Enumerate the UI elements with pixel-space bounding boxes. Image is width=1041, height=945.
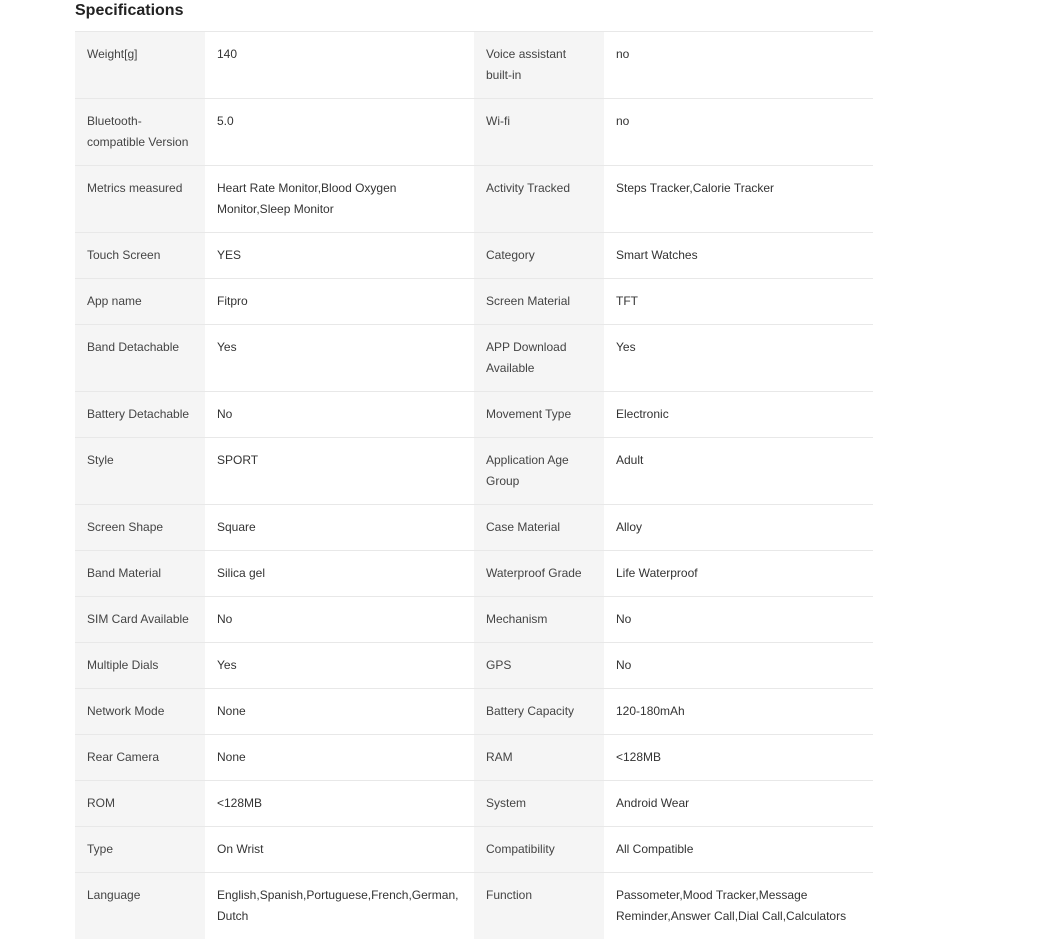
- spec-value: no: [604, 99, 873, 166]
- spec-value: no: [604, 32, 873, 99]
- spec-value: On Wrist: [205, 827, 474, 873]
- spec-value: No: [205, 597, 474, 643]
- spec-value: 5.0: [205, 99, 474, 166]
- spec-value: Electronic: [604, 392, 873, 438]
- spec-label: Screen Material: [474, 279, 604, 325]
- spec-label: App name: [75, 279, 205, 325]
- spec-label: Application Age Group: [474, 438, 604, 505]
- spec-value: No: [604, 643, 873, 689]
- spec-value: Yes: [205, 325, 474, 392]
- spec-label: Category: [474, 233, 604, 279]
- spec-row: [75, 438, 873, 505]
- spec-row: [75, 643, 873, 689]
- spec-row: [75, 597, 873, 643]
- spec-value: English,Spanish,Portuguese,French,German,Dutch: [205, 873, 474, 940]
- specifications-table: [75, 31, 873, 939]
- spec-label: Function: [474, 873, 604, 940]
- spec-label: GPS: [474, 643, 604, 689]
- spec-label: SIM Card Available: [75, 597, 205, 643]
- spec-value: Fitpro: [205, 279, 474, 325]
- spec-value: Silica gel: [205, 551, 474, 597]
- spec-label: ROM: [75, 781, 205, 827]
- spec-value: Heart Rate Monitor,Blood Oxygen Monitor,Sleep Monitor: [205, 166, 474, 233]
- spec-value: None: [205, 735, 474, 781]
- spec-label: Bluetooth-compatible Version: [75, 99, 205, 166]
- spec-label: Wi-fi: [474, 99, 604, 166]
- spec-label: Band Material: [75, 551, 205, 597]
- spec-value: Android Wear: [604, 781, 873, 827]
- spec-value: No: [205, 392, 474, 438]
- spec-label: Movement Type: [474, 392, 604, 438]
- spec-value: Yes: [205, 643, 474, 689]
- spec-row: [75, 392, 873, 438]
- section-title: Specifications: [75, 2, 184, 19]
- spec-value: <128MB: [604, 735, 873, 781]
- spec-label: Multiple Dials: [75, 643, 205, 689]
- spec-label: Rear Camera: [75, 735, 205, 781]
- spec-row: [75, 166, 873, 233]
- spec-label: RAM: [474, 735, 604, 781]
- spec-value: Alloy: [604, 505, 873, 551]
- spec-row: [75, 689, 873, 735]
- spec-value: YES: [205, 233, 474, 279]
- spec-label: Style: [75, 438, 205, 505]
- spec-row: [75, 279, 873, 325]
- spec-label: System: [474, 781, 604, 827]
- spec-value: Square: [205, 505, 474, 551]
- spec-value: No: [604, 597, 873, 643]
- spec-label: Case Material: [474, 505, 604, 551]
- spec-label: Language: [75, 873, 205, 940]
- spec-row: [75, 32, 873, 99]
- spec-value: All Compatible: [604, 827, 873, 873]
- spec-label: Band Detachable: [75, 325, 205, 392]
- spec-value: Life Waterproof: [604, 551, 873, 597]
- spec-row: [75, 873, 873, 940]
- spec-label: Compatibility: [474, 827, 604, 873]
- spec-label: Type: [75, 827, 205, 873]
- spec-label: Battery Capacity: [474, 689, 604, 735]
- spec-label: Voice assistant built-in: [474, 32, 604, 99]
- spec-label: Waterproof Grade: [474, 551, 604, 597]
- spec-row: [75, 781, 873, 827]
- spec-value: Steps Tracker,Calorie Tracker: [604, 166, 873, 233]
- spec-value: 140: [205, 32, 474, 99]
- spec-value: TFT: [604, 279, 873, 325]
- spec-row: [75, 325, 873, 392]
- spec-value: None: [205, 689, 474, 735]
- spec-row: [75, 99, 873, 166]
- spec-label: Battery Detachable: [75, 392, 205, 438]
- spec-value: Yes: [604, 325, 873, 392]
- spec-row: [75, 551, 873, 597]
- spec-value: Passometer,Mood Tracker,Message Reminder,Answer Call,Dial Call,Calculators: [604, 873, 873, 940]
- spec-row: [75, 735, 873, 781]
- spec-value: Smart Watches: [604, 233, 873, 279]
- spec-label: Screen Shape: [75, 505, 205, 551]
- spec-row: [75, 827, 873, 873]
- spec-value: SPORT: [205, 438, 474, 505]
- spec-row: [75, 233, 873, 279]
- spec-label: Metrics measured: [75, 166, 205, 233]
- spec-label: Activity Tracked: [474, 166, 604, 233]
- spec-label: APP Download Available: [474, 325, 604, 392]
- spec-label: Weight[g]: [75, 32, 205, 99]
- spec-label: Network Mode: [75, 689, 205, 735]
- spec-label: Touch Screen: [75, 233, 205, 279]
- spec-value: Adult: [604, 438, 873, 505]
- spec-row: [75, 505, 873, 551]
- spec-label: Mechanism: [474, 597, 604, 643]
- spec-value: 120-180mAh: [604, 689, 873, 735]
- spec-value: <128MB: [205, 781, 474, 827]
